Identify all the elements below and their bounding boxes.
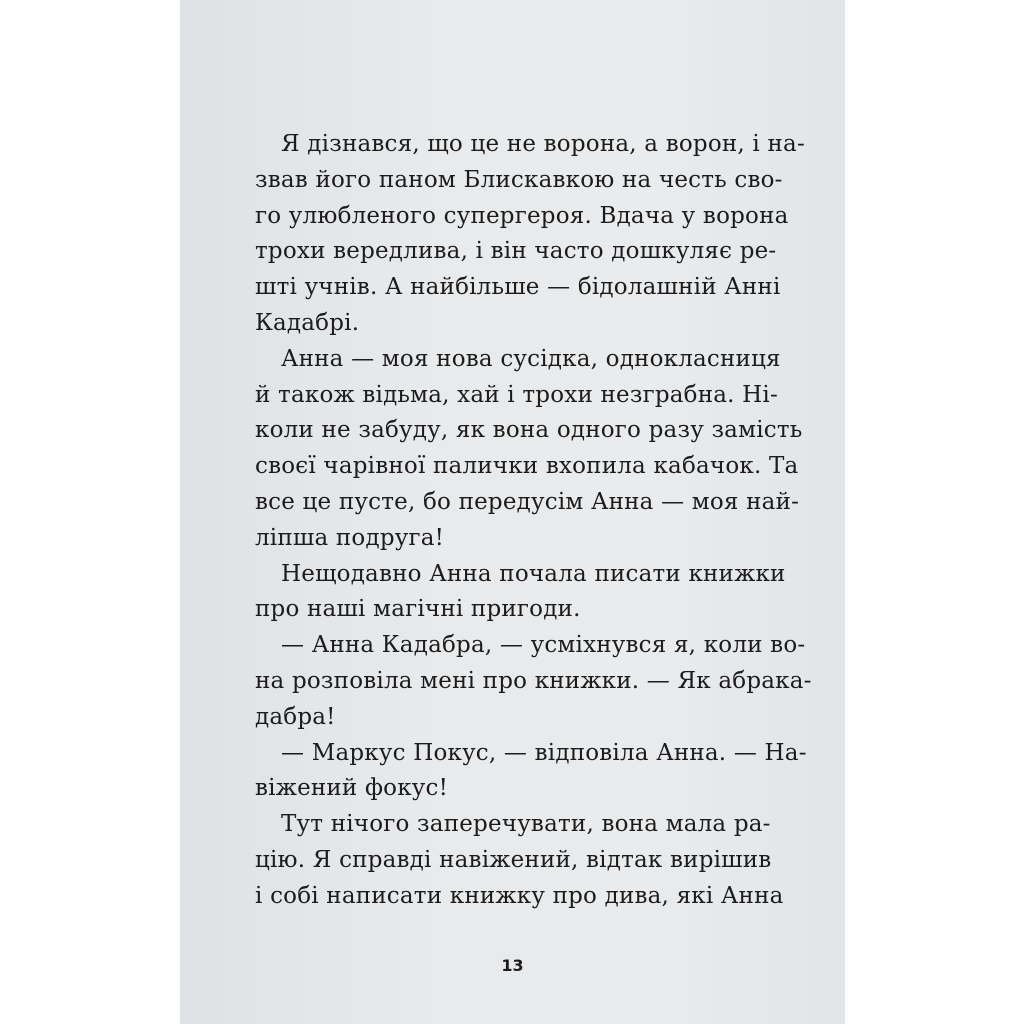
text-line: трохи вередлива, і він часто дошкуляє ре- [255, 238, 777, 265]
body-text [255, 127, 812, 915]
page-number: 13 [501, 956, 524, 975]
text-line: Тут нічого заперечувати, вона мала ра- [281, 811, 771, 838]
text-line: — Анна Кадабра, — усміхнувся я, коли во- [281, 632, 806, 659]
text-line: — Маркус Покус, — відповіла Анна. — На- [281, 739, 807, 766]
text-line: Я дізнався, що це не ворона, а ворон, і на- [281, 131, 805, 157]
text-line: Нещодавно Анна почала писати книжки [281, 560, 786, 587]
text-line: віжений фокус! [255, 775, 449, 802]
text-line: коли не забуду, як вона одного разу замість [255, 417, 803, 444]
book-page [180, 0, 845, 1024]
text-line: Анна — моя нова сусідка, однокласниця [281, 345, 781, 372]
text-line: го улюбленого супергероя. Вдача у ворона [255, 202, 789, 229]
text-line: шті учнів. А найбільше — бідолашній Анні [255, 274, 781, 301]
text-line: цію. Я справді навіжений, відтак вирішив [255, 846, 772, 873]
text-line: на розповіла мені про книжки. — Як абрака- [255, 667, 812, 694]
text-line: Кадабрі. [255, 309, 360, 336]
text-line: дабра! [255, 703, 336, 730]
text-line: ліпша подруга! [255, 524, 445, 551]
text-line: своєї чарівної палички вхопила кабачок. Та [255, 453, 799, 480]
text-line: і собі написати книжку про дива, які Анна [255, 882, 784, 909]
text-line: звав його паном Блискавкою на честь сво- [255, 166, 783, 193]
text-line: про наші магічні пригоди. [255, 596, 581, 623]
text-line: все це пусте, бо передусім Анна — моя най- [255, 488, 800, 515]
text-line: й також відьма, хай і трохи незграбна. Ні- [255, 381, 778, 408]
